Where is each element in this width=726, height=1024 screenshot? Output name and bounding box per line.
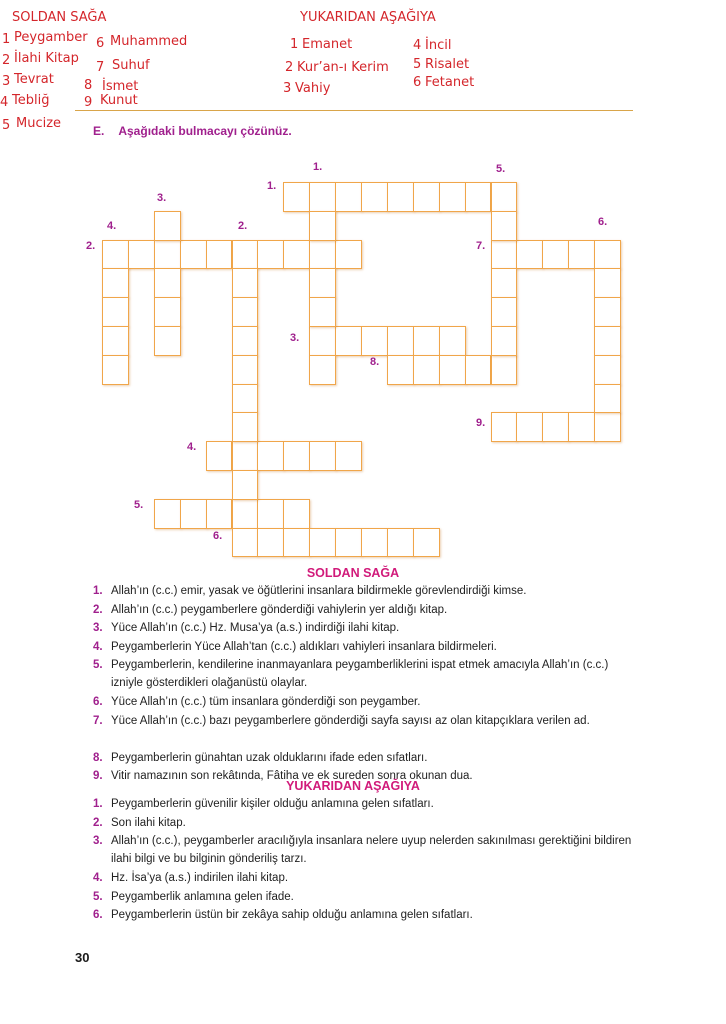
handwritten-down-number: 1	[290, 37, 299, 52]
handwritten-down-number: 6	[413, 75, 422, 90]
handwritten-across-word: Tebliğ	[12, 93, 50, 108]
crossword-cell[interactable]	[335, 182, 362, 212]
crossword-cell[interactable]	[413, 355, 440, 385]
clue-text: Peygamberlerin üstün bir zekâya sahip olduğu anlamına gelen sıfatları.	[111, 909, 473, 921]
crossword-cell[interactable]	[516, 412, 543, 442]
crossword-cell[interactable]	[413, 326, 440, 356]
crossword-cell[interactable]	[387, 182, 414, 212]
clue-item	[93, 712, 641, 730]
page-number: 30	[75, 950, 90, 965]
clue-item	[93, 832, 641, 868]
crossword-cell[interactable]	[102, 297, 129, 327]
crossword-cell[interactable]	[232, 355, 259, 385]
handwritten-across-number: 3	[2, 74, 11, 89]
crossword-cell[interactable]	[542, 412, 569, 442]
clue-item	[93, 582, 641, 600]
crossword-cell[interactable]	[491, 182, 518, 212]
clue-item	[93, 749, 641, 767]
crossword-cell[interactable]	[309, 441, 336, 471]
crossword-cell[interactable]	[439, 355, 466, 385]
crossword-cell[interactable]	[102, 326, 129, 356]
down-heading: YUKARIDAN AŞAĞIYA	[286, 779, 420, 793]
handwritten-down-word: İncil	[425, 38, 452, 53]
handwritten-across-word: Mucize	[16, 116, 62, 131]
crossword-cell[interactable]	[594, 384, 621, 414]
crossword-cell[interactable]	[257, 240, 284, 270]
handwritten-across-number: 9	[84, 95, 93, 110]
crossword-cell[interactable]	[232, 470, 259, 500]
crossword-cell[interactable]	[516, 240, 543, 270]
crossword-cell[interactable]	[387, 326, 414, 356]
clue-item	[93, 869, 641, 887]
crossword-cell[interactable]	[102, 355, 129, 385]
clue-number: 6.	[93, 909, 103, 921]
clue-item	[93, 888, 641, 906]
handwritten-down-number: 5	[413, 57, 422, 72]
crossword-cell[interactable]	[568, 240, 595, 270]
clue-number: 2.	[93, 816, 103, 829]
handwritten-across-word: Suhuf	[112, 58, 150, 73]
crossword-cell[interactable]	[594, 240, 621, 270]
section-heading	[93, 124, 292, 138]
crossword-cell[interactable]	[439, 326, 466, 356]
crossword-cell[interactable]	[439, 182, 466, 212]
handwritten-across-word: Muhammed	[110, 34, 188, 49]
crossword-cell[interactable]	[180, 499, 207, 529]
clue-item	[93, 906, 641, 924]
clue-text: Peygamberlik anlamına gelen ifade.	[111, 890, 294, 903]
clue-text: Peygamberlerin güvenilir kişiler olduğu anlamına gelen sıfatları.	[111, 798, 434, 810]
handwritten-across-number: 1	[2, 32, 11, 47]
handwritten-down-word: Risalet	[425, 57, 470, 72]
crossword-cell[interactable]	[309, 355, 336, 385]
clue-text: Yüce Allah’ın (c.c.) bazı peygamberlere gönderdiği sayfa sayısı az olan kitapçıklara verilen ad.	[111, 714, 590, 727]
crossword-across-label: 5.	[134, 499, 144, 511]
crossword-across-label: 6.	[213, 530, 223, 542]
crossword-cell[interactable]	[232, 268, 259, 298]
crossword-cell[interactable]	[232, 499, 259, 529]
crossword-cell[interactable]	[309, 297, 336, 327]
clue-number: 1.	[93, 585, 103, 597]
clue-text: Hz. İsa’ya (a.s.) indirilen ilahi kitap.	[111, 872, 289, 884]
crossword-cell[interactable]	[102, 268, 129, 298]
clue-number: 6.	[93, 696, 103, 708]
crossword-cell[interactable]	[309, 182, 336, 212]
crossword-down-label: 6.	[598, 216, 608, 228]
clue-number: 3.	[93, 622, 103, 634]
clue-text: Peygamberlerin günahtan uzak olduklarını ifade eden sıfatları.	[111, 751, 428, 764]
clue-text: Yüce Allah’ın (c.c.) tüm insanlara gönderdiği son peygamber.	[111, 696, 421, 708]
clue-text: Son ilahi kitap.	[111, 816, 186, 829]
crossword-cell[interactable]	[594, 355, 621, 385]
crossword-down-label: 3.	[157, 192, 167, 204]
handwritten-across-number: 6	[96, 36, 105, 51]
handwritten-across-number: 5	[2, 118, 11, 133]
clue-number: 2.	[93, 603, 103, 616]
crossword-cell[interactable]	[309, 240, 336, 270]
crossword-cell[interactable]	[309, 528, 336, 558]
across-heading: SOLDAN SAĞA	[306, 566, 400, 580]
clue-item	[93, 656, 641, 692]
crossword-across-label: 9.	[476, 417, 486, 429]
section-title: Aşağıdaki bulmacayı çözünüz.	[118, 124, 292, 138]
crossword-cell[interactable]	[542, 240, 569, 270]
crossword-cell[interactable]	[154, 499, 181, 529]
crossword-cell[interactable]	[232, 384, 259, 414]
crossword-cell[interactable]	[361, 528, 388, 558]
clue-item	[93, 601, 641, 619]
crossword-cell[interactable]	[232, 528, 259, 558]
crossword-cell[interactable]	[413, 182, 440, 212]
clue-number: 4.	[93, 640, 103, 653]
clue-item	[93, 795, 641, 813]
crossword-cell[interactable]	[465, 182, 492, 212]
crossword-cell[interactable]	[413, 528, 440, 558]
handwritten-down-word: Vahiy	[295, 81, 331, 96]
crossword-cell[interactable]	[335, 326, 362, 356]
clue-text: Allah’ın (c.c.) emir, yasak ve öğütlerini insanlara bildirmekle görevlendirdiği kimse.	[111, 585, 527, 597]
clue-text: Allah’ın (c.c.), peygamberler aracılığıyla insanlara nelere uyup nelerden sakınılması gerektiğini bildiren ilahi bilgi ve bu bilginin gönderiliş tarzı.	[111, 835, 632, 865]
crossword-cell[interactable]	[387, 528, 414, 558]
handwritten-across-word: Kunut	[100, 93, 138, 108]
crossword-down-label: 1.	[313, 161, 323, 173]
clue-text: Yüce Allah’ın (c.c.) Hz. Musa’ya (a.s.) indirdiği ilahi kitap.	[111, 622, 400, 634]
crossword-cell[interactable]	[491, 211, 518, 241]
crossword-cell[interactable]	[154, 297, 181, 327]
crossword-cell[interactable]	[154, 211, 181, 241]
clue-number: 3.	[93, 835, 103, 847]
clue-text: Allah’ın (c.c.) peygamberlere gönderdiği vahiylerin yer aldığı kitap.	[111, 603, 448, 616]
clue-text: Vitir namazının son rekâtında, Fâtiha ve ek sureden sonra okunan dua.	[111, 770, 473, 782]
crossword-cell[interactable]	[309, 268, 336, 298]
crossword-down-label: 4.	[107, 220, 117, 232]
clue-number: 5.	[93, 659, 103, 671]
crossword-across-label: 8.	[370, 356, 380, 368]
crossword-cell[interactable]	[283, 441, 310, 471]
crossword-across-label: 7.	[476, 240, 486, 252]
crossword-cell[interactable]	[335, 441, 362, 471]
crossword-cell[interactable]	[491, 240, 518, 270]
handwritten-down-number: 4	[413, 38, 422, 53]
crossword-cell[interactable]	[154, 268, 181, 298]
crossword-cell[interactable]	[335, 240, 362, 270]
handwritten-across-word: İlahi Kitap	[14, 51, 79, 66]
handwritten-across-number: 4	[0, 95, 9, 110]
crossword-cell[interactable]	[283, 499, 310, 529]
crossword-cell[interactable]	[491, 297, 518, 327]
clue-item	[93, 638, 641, 656]
handwritten-down-number: 3	[283, 81, 292, 96]
crossword-cell[interactable]	[491, 268, 518, 298]
handwritten-across-title: SOLDAN SAĞA	[12, 10, 107, 25]
handwritten-across-number: 7	[96, 60, 105, 75]
crossword-cell[interactable]	[128, 240, 155, 270]
clue-item	[93, 619, 641, 637]
crossword-cell[interactable]	[232, 441, 259, 471]
crossword-cell[interactable]	[594, 412, 621, 442]
clue-text: Peygamberlerin Yüce Allah’tan (c.c.) aldıkları vahiyleri insanlara bildirmeleri.	[111, 640, 497, 653]
handwritten-down-title: YUKARIDAN AŞAĞIYA	[300, 10, 436, 25]
crossword-cell[interactable]	[335, 528, 362, 558]
clue-number: 9.	[93, 770, 103, 782]
crossword-cell[interactable]	[361, 326, 388, 356]
crossword-cell[interactable]	[257, 499, 284, 529]
crossword-cell[interactable]	[491, 412, 518, 442]
section-letter: E.	[93, 124, 105, 138]
crossword-cell[interactable]	[154, 326, 181, 356]
handwritten-down-word: Kur’an-ı Kerim	[297, 60, 389, 75]
crossword-across-label: 2.	[86, 240, 96, 252]
crossword-cell[interactable]	[594, 268, 621, 298]
crossword-cell[interactable]	[309, 211, 336, 241]
handwritten-across-word: İsmet	[102, 79, 139, 94]
handwritten-across-number: 8	[84, 78, 93, 93]
crossword-cell[interactable]	[283, 240, 310, 270]
crossword-cell[interactable]	[361, 182, 388, 212]
handwritten-across-word: Peygamber	[14, 30, 88, 45]
crossword-cell[interactable]	[491, 326, 518, 356]
handwritten-down-word: Fetanet	[425, 75, 475, 90]
crossword-cell[interactable]	[257, 528, 284, 558]
handwritten-across-word: Tevrat	[14, 72, 54, 87]
clue-item	[93, 693, 641, 711]
clue-text: Peygamberlerin, kendilerine inanmayanlara peygamberliklerini ispat etmek amacıyla Allah’ın (c.c.) izniyle gösterdikleri olağanüstü olaylar.	[111, 659, 609, 689]
crossword-cell[interactable]	[232, 326, 259, 356]
crossword-across-label: 3.	[290, 332, 300, 344]
crossword-cell[interactable]	[283, 182, 310, 212]
crossword-cell[interactable]	[232, 297, 259, 327]
divider-line	[75, 110, 633, 111]
crossword-cell[interactable]	[206, 441, 233, 471]
crossword-cell[interactable]	[594, 297, 621, 327]
crossword-cell[interactable]	[568, 412, 595, 442]
clue-number: 1.	[93, 798, 103, 810]
crossword-down-label: 5.	[496, 163, 506, 175]
clue-number: 7.	[93, 714, 103, 727]
handwritten-down-number: 2	[285, 60, 294, 75]
crossword-cell[interactable]	[206, 240, 233, 270]
clue-number: 4.	[93, 872, 103, 884]
crossword-cell[interactable]	[102, 240, 129, 270]
crossword-across-label: 1.	[267, 180, 277, 192]
crossword-cell[interactable]	[206, 499, 233, 529]
clue-item	[93, 814, 641, 832]
crossword-cell[interactable]	[257, 441, 284, 471]
crossword-cell[interactable]	[232, 412, 259, 442]
crossword-cell[interactable]	[154, 240, 181, 270]
crossword-cell[interactable]	[180, 240, 207, 270]
crossword-cell[interactable]	[465, 355, 492, 385]
handwritten-down-word: Emanet	[302, 37, 353, 52]
crossword-cell[interactable]	[309, 326, 336, 356]
crossword-cell[interactable]	[283, 528, 310, 558]
crossword-down-label: 2.	[238, 220, 248, 232]
crossword-cell[interactable]	[232, 240, 259, 270]
clue-number: 5.	[93, 890, 103, 903]
crossword-across-label: 4.	[187, 441, 197, 453]
clue-number: 8.	[93, 751, 103, 764]
crossword-cell[interactable]	[491, 355, 518, 385]
handwritten-across-number: 2	[2, 53, 11, 68]
crossword-cell[interactable]	[594, 326, 621, 356]
crossword-cell[interactable]	[387, 355, 414, 385]
